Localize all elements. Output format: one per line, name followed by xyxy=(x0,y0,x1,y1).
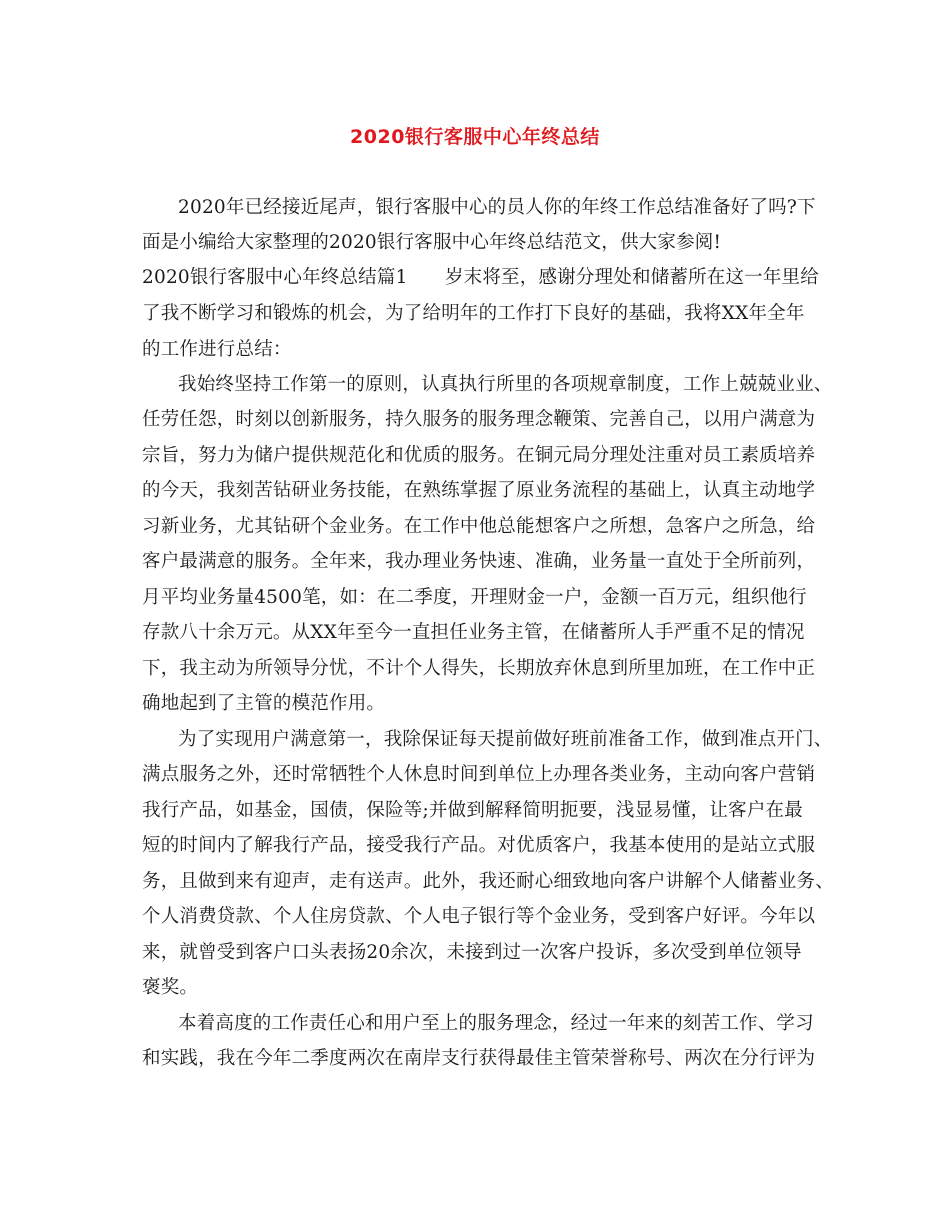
text-line: 的今天，我刻苦钻研业务技能，在熟练掌握了原业务流程的基础上，认真主动地学 xyxy=(142,480,816,501)
text-line: 的工作进行总结： xyxy=(142,339,292,360)
text-line: 个人消费贷款、个人住房贷款、个人电子银行等个金业务，受到客户好评。今年以 xyxy=(142,906,816,927)
document-title: 2020银行客服中心年终总结 xyxy=(350,126,600,148)
text-line: 面是小编给大家整理的2020银行客服中心年终总结范文，供大家参阅! xyxy=(142,232,722,253)
text-line: 确地起到了主管的模范作用。 xyxy=(142,693,386,714)
text-line: 下，我主动为所领导分忧，不计个人得失，长期放弃休息到所里加班，在工作中正 xyxy=(142,658,816,679)
text-line: 来，就曾受到客户口头表扬20余次，未接到过一次客户投诉，多次受到单位领导 xyxy=(142,942,802,963)
text-line: 短的时间内了解我行产品，接受我行产品。对优质客户，我基本使用的是站立式服 xyxy=(142,835,816,856)
text-line: 2020年已经接近尾声，银行客服中心的员人你的年终工作总结准备好了吗?下 xyxy=(178,197,816,218)
text-line: 任劳任怨，时刻以创新服务，持久服务的服务理念鞭策、完善自己，以用户满意为 xyxy=(142,409,816,430)
text-line: 我始终坚持工作第一的原则，认真执行所里的各项规章制度，工作上兢兢业业、 xyxy=(178,374,833,395)
text-line: 务，且做到来有迎声，走有送声。此外，我还耐心细致地向客户讲解个人储蓄业务、 xyxy=(142,871,834,892)
text-line: 褒奖。 xyxy=(142,977,199,998)
text-line: 和实践，我在今年二季度两次在南岸支行获得最佳主管荣誉称号、两次在分行评为 xyxy=(142,1048,816,1069)
text-line: 2020银行客服中心年终总结篇1 岁末将至，感谢分理处和储蓄所在这一年里给 xyxy=(142,267,819,288)
text-line: 为了实现用户满意第一，我除保证每天提前做好班前准备工作，做到准点开门、 xyxy=(178,729,833,750)
text-line: 了我不断学习和锻炼的机会，为了给明年的工作打下良好的基础，我将XX年全年 xyxy=(142,303,805,324)
text-line: 月平均业务量4500笔，如：在二季度，开理财金一户，金额一百万元，组织他行 xyxy=(142,587,807,608)
text-line: 习新业务，尤其钻研个金业务。在工作中他总能想客户之所想，急客户之所急，给 xyxy=(142,516,816,537)
text-line: 满点服务之外，还时常牺牲个人休息时间到单位上办理各类业务，主动向客户营销 xyxy=(142,764,816,785)
text-line: 宗旨，努力为储户提供规范化和优质的服务。在铜元局分理处注重对员工素质培养 xyxy=(142,445,816,466)
text-line: 本着高度的工作责任心和用户至上的服务理念，经过一年来的刻苦工作、学习 xyxy=(178,1013,814,1034)
text-line: 客户最满意的服务。全年来，我办理业务快速、准确，业务量一直处于全所前列， xyxy=(142,551,816,572)
text-line: 存款八十余万元。从XX年至今一直担任业务主管，在储蓄所人手严重不足的情况 xyxy=(142,622,805,643)
text-line: 我行产品，如基金，国债，保险等;并做到解释简明扼要，浅显易懂，让客户在最 xyxy=(142,800,803,821)
